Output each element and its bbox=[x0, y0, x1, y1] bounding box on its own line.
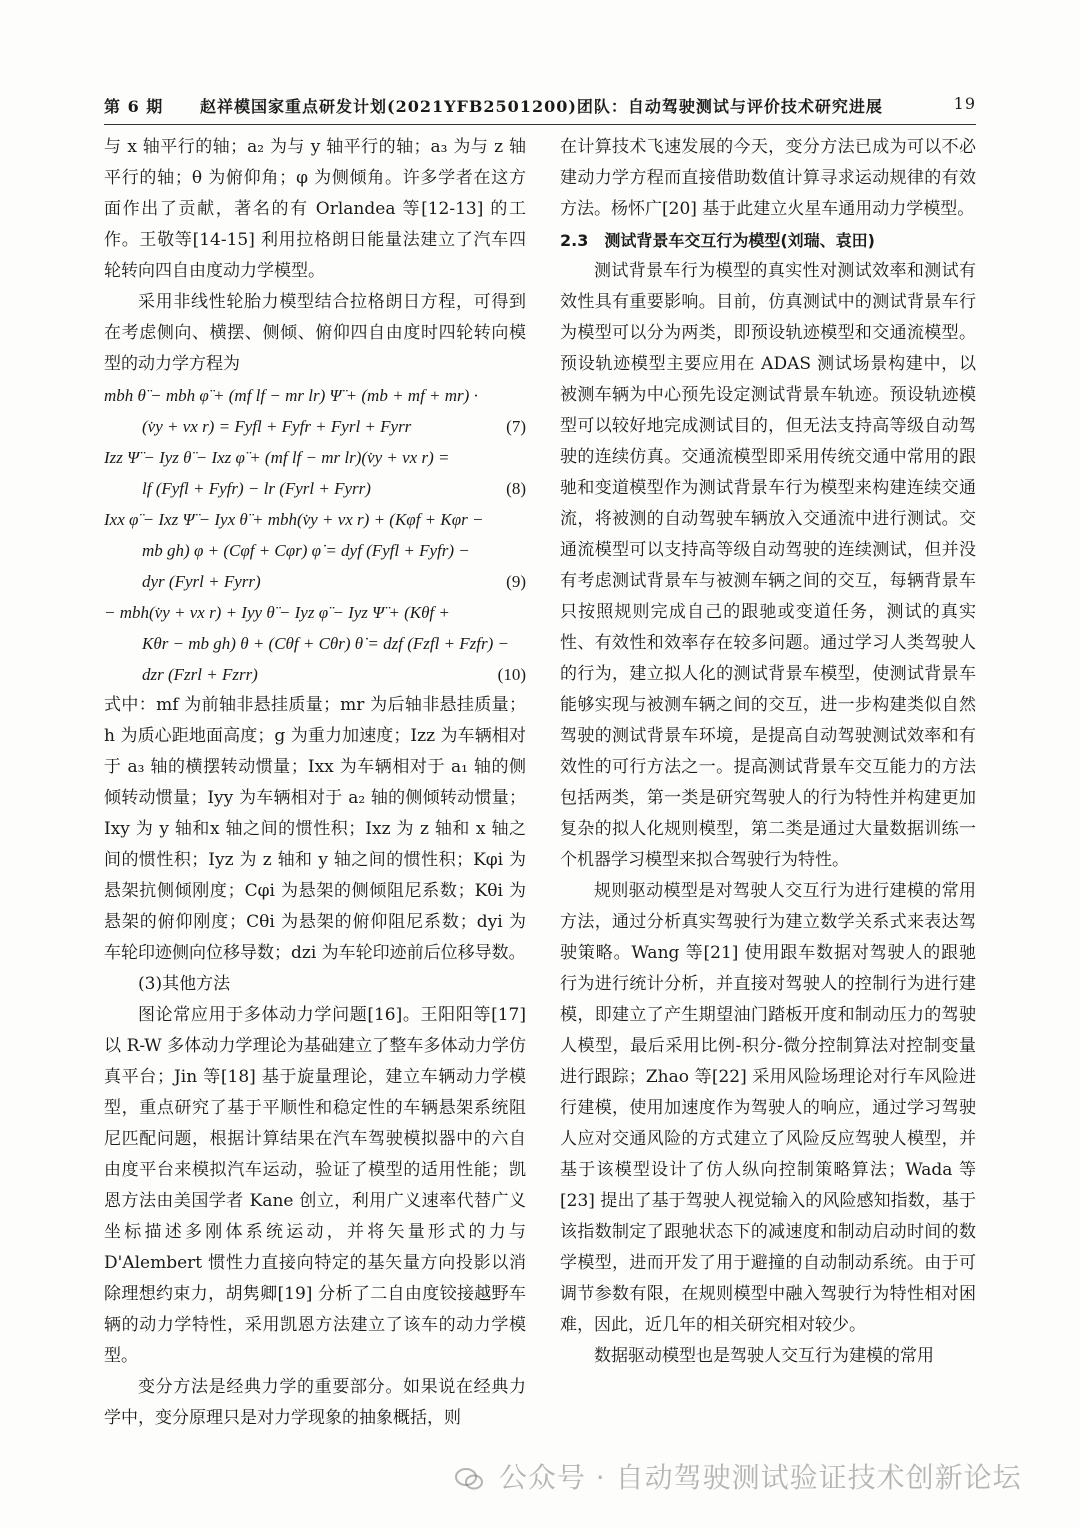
paragraph: 图论常应用于多体动力学问题[16]。王阳阳等[17] 以 R-W 多体动力学理论为基础建立了整车多体动力学仿真平台；Jin 等[18] 基于旋量理论，建立车辆动力学模型，重点研究了基于平顺性和稳定性的车辆悬架系统阻尼匹配问题，根据计算结果在汽车驾驶模拟器中的六自由度平台来模拟汽车运动，验证了模型的适用性能；凯恩方法由美国学者 Kane 创立，利用广义速率代替广义坐标描述多刚体系统运动，并将矢量形式的力与 D'Alembert 惯性力直接向特定的基矢量方向投影以消除理想约束力，胡隽卿[19] 分析了二自由度铰接越野车辆的动力学特性，采用凯恩方法建立了该车的动力学模型。 bbox=[104, 1005, 526, 1366]
subsection-title: (3)其他方法 bbox=[138, 974, 231, 994]
issue-number: 第 6 期 bbox=[104, 97, 164, 116]
equation-number: (7) bbox=[506, 417, 526, 436]
paragraph: 规则驱动模型是对驾驶人交互行为进行建模的常用方法，通过分析真实驾驶行为建立数学关系式来表达驾驶策略。Wang 等[21] 使用跟车数据对驾驶人的跟驰行为进行统计分析，并直接对驾驶人的控制行为进行建模，即建立了产生期望油门踏板开度和制动压力的驾驶人模型，最后采用比例-积分-微分控制算法对控制变量进行跟踪；Zhao 等[22] 采用风险场理论对行车风险进行建模，使用加速度作为驾驶人的响应，通过学习驾驶人应对交通风险的方式建立了风险反应驾驶人模型，并基于该模型设计了仿人纵向控制策略算法；Wada 等[23] 提出了基于驾驶人视觉输入的风险感知指数，基于该指数制定了跟驰状态下的减速度和制动启动时间的数学模型，进而开发了用于避撞的自动制动系统。由于可调节参数有限，在规则模型中融入驾驶行为特性相对困难，因此，近几年的相关研究相对较少。 bbox=[560, 881, 976, 1335]
paragraph: 数据驱动模型也是驾驶人交互行为建模的常用 bbox=[594, 1346, 934, 1366]
running-title: 赵祥模国家重点研发计划(2021YFB2501200)团队：自动驾驶测试与评价技术研究进展 bbox=[200, 97, 883, 116]
equation-7 bbox=[104, 380, 526, 442]
equation-line: dyr (Fyrl + Fyrr) bbox=[142, 572, 261, 591]
section-heading: 2.3 测试背景车交互行为模型(刘瑞、袁田) bbox=[560, 231, 875, 250]
paragraph: 在计算技术飞速发展的今天，变分方法已成为可以不必建动力学方程而直接借助数值计算寻求运动规律的有效方法。杨怀广[20] 基于此建立火星车通用动力学模型。 bbox=[560, 137, 976, 219]
paragraph: 与 x 轴平行的轴；a₂ 为与 y 轴平行的轴；a₃ 为与 z 轴平行的轴；θ 为俯仰角；φ 为侧倾角。许多学者在这方面作出了贡献，著名的有 Orlandea 等[12-13] 的工作。王敬等[14-15] 利用拉格朗日能量法建立了汽车四轮转向四自由度动力学模型。 bbox=[104, 137, 526, 281]
watermark-text: 公众号 · 自动驾驶测试验证技术创新论坛 bbox=[498, 1461, 1022, 1494]
running-header bbox=[104, 94, 976, 124]
paragraph: 采用非线性轮胎力模型结合拉格朗日方程，可得到在考虑侧向、横摆、侧倾、俯仰四自由度时四轮转向模型的动力学方程为 bbox=[104, 292, 526, 374]
equation-line: Ixx φ̈ − Ixz Ψ̈ − Iyx θ̈ + mbh(v̇y + vx r) + (Kφf + Kφr − bbox=[104, 510, 484, 529]
equation-number: (9) bbox=[506, 572, 526, 591]
equation-line: (v̇y + vx r) = Fyfl + Fyfr + Fyrl + Fyrr bbox=[142, 417, 412, 436]
left-column bbox=[104, 132, 526, 1434]
equation-8 bbox=[104, 442, 526, 504]
right-column bbox=[560, 132, 976, 1372]
wechat-icon bbox=[455, 1468, 483, 1490]
paragraph: 式中：mf 为前轴非悬挂质量；mr 为后轴非悬挂质量；h 为质心距地面高度；g 为重力加速度；Izz 为车辆相对于 a₃ 轴的横摆转动惯量；Ixx 为车辆相对于 a₁ 轴的侧倾转动惯量；Iyy 为车辆相对于 a₂ 轴的侧倾转动惯量；Ixy 为 y 轴和x 轴之间的惯性积；Ixz 为 z 轴和 x 轴之间的惯性积；Iyz 为 z 轴和 y 轴之间的惯性积；Kφi 为悬架抗侧倾刚度；Cφi 为悬架的侧倾阻尼系数；Kθi 为悬架的俯仰刚度；Cθi 为悬架的俯仰阻尼系数；dyi 为车轮印迹侧向位移导数；dzi 为车轮印迹前后位移导数。 bbox=[104, 695, 526, 963]
equation-line: Kθr − mb gh) θ + (Cθf + Cθr) θ̇ = dzf (Fzfl + Fzfr) − bbox=[142, 634, 510, 653]
equation-line: dzr (Fzrl + Fzrr) bbox=[142, 665, 258, 684]
paragraph: 变分方法是经典力学的重要部分。如果说在经典力学中，变分原理只是对力学现象的抽象概括，则 bbox=[104, 1377, 526, 1428]
equation-line: Izz Ψ̈ − Iyz θ̈ − Ixz φ̈ + (mf lf − mr lr)(v̇y + vx r) = bbox=[104, 448, 450, 467]
equation-number: (8) bbox=[506, 479, 526, 498]
equation-line: mbh θ̈ − mbh φ̈ + (mf lf − mr lr) Ψ̈ + (mb + mf + mr) · bbox=[104, 386, 478, 405]
equation-10 bbox=[104, 597, 526, 690]
equation-9 bbox=[104, 504, 526, 597]
equation-line: mb gh) φ + (Cφf + Cφr) φ̇ = dyf (Fyfl + Fyfr) − bbox=[142, 541, 470, 560]
watermark bbox=[455, 1456, 1055, 1496]
page-number: 19 bbox=[953, 94, 976, 113]
header-rule bbox=[104, 124, 976, 125]
equation-line: − mbh(v̇y + vx r) + Iyy θ̈ − Iyz φ̈ − Iyz Ψ̈ + (Kθf + bbox=[104, 603, 450, 622]
paragraph: 测试背景车行为模型的真实性对测试效率和测试有效性具有重要影响。目前，仿真测试中的测试背景车行为模型可以分为两类，即预设轨迹模型和交通流模型。预设轨迹模型主要应用在 ADAS 测试场景构建中，以被测车辆为中心预先设定测试背景车轨迹。预设轨迹模型可以较好地完成测试目的，但无法支持高等级自动驾驶的连续仿真。交通流模型即采用传统交通中常用的跟驰和变道模型作为测试背景车行为模型来构建连续交通流，将被测的自动驾驶车辆放入交通流中进行测试。交通流模型可以支持高等级自动驾驶的连续测试，但并没有考虑测试背景车与被测车辆之间的交互，每辆背景车只按照规则完成自己的跟驰或变道任务，测试的真实性、有效性和效率存在较多问题。通过学习人类驾驶人的行为，建立拟人化的测试背景车模型，使测试背景车能够实现与被测车辆之间的交互，进一步构建类似自然驾驶的测试背景车环境，是提高自动驾驶测试效率和有效性的可行方法之一。提高测试背景车交互能力的方法包括两类，第一类是研究驾驶人的行为特性并构建更加复杂的拟人化规则模型，第二类是通过大量数据训练一个机器学习模型来拟合驾驶行为特性。 bbox=[560, 261, 976, 870]
equation-line: lf (Fyfl + Fyfr) − lr (Fyrl + Fyrr) bbox=[142, 479, 371, 498]
equation-number: (10) bbox=[497, 665, 526, 684]
